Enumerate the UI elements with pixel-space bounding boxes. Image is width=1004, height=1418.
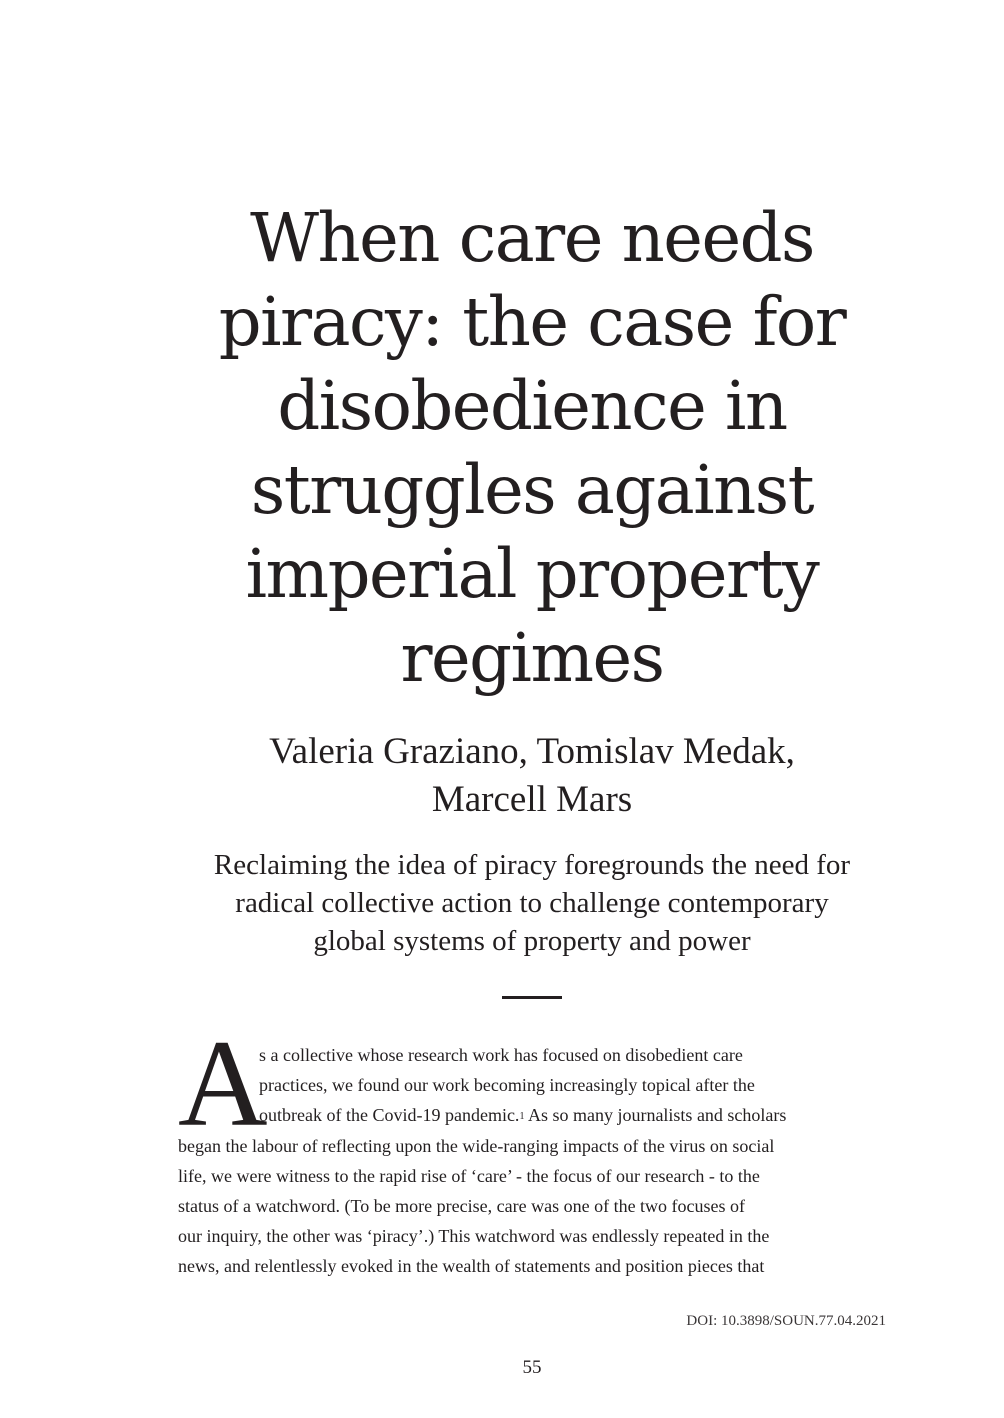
authors-line: Valeria Graziano, Tomislav Medak, [269, 731, 795, 772]
body-paragraph [178, 1040, 886, 1282]
body-line-text: outbreak of the Covid-19 pandemic. [259, 1105, 520, 1126]
body-line: our inquiry, the other was ‘piracy’.) This watchword was endlessly repeated in the [178, 1226, 770, 1247]
title-line: imperial property [245, 535, 819, 613]
body-line: status of a watchword. (To be more precise, care was one of the two focuses of [178, 1196, 746, 1217]
standfirst-line: radical collective action to challenge contemporary [235, 887, 829, 919]
footnote-marker[interactable]: 1 [519, 1111, 525, 1123]
article-title [178, 196, 886, 700]
title-line: struggles against [250, 451, 814, 529]
article-standfirst [178, 846, 886, 960]
authors-line: Marcell Mars [431, 779, 633, 820]
title-line: When care needs [250, 199, 814, 277]
body-line: practices, we found our work becoming increasingly topical after the [259, 1075, 755, 1096]
standfirst-line: global systems of property and power [313, 925, 751, 957]
title-line: regimes [400, 619, 664, 697]
standfirst-line: Reclaiming the idea of piracy foregrounds the need for [213, 849, 851, 881]
article-authors [178, 728, 886, 824]
section-divider [502, 996, 562, 999]
body-line: began the labour of reflecting upon the wide-ranging impacts of the virus on social [178, 1135, 775, 1156]
drop-cap: A [178, 1015, 268, 1152]
doi-label: DOI: 10.3898/SOUN.77.04.2021 [686, 1313, 886, 1329]
page-number: 55 [522, 1357, 542, 1378]
body-line-text: As so many journalists and scholars [524, 1105, 787, 1126]
body-line: news, and relentlessly evoked in the wealth of statements and position pieces that [178, 1256, 765, 1277]
body-line: s a collective whose research work has focused on disobedient care [259, 1045, 743, 1065]
title-line: piracy: the case for [218, 283, 846, 361]
body-line: life, we were witness to the rapid rise of ‘care’ - the focus of our research - to the [178, 1165, 760, 1186]
body-line [178, 1100, 886, 1130]
title-line: disobedience in [277, 367, 787, 445]
